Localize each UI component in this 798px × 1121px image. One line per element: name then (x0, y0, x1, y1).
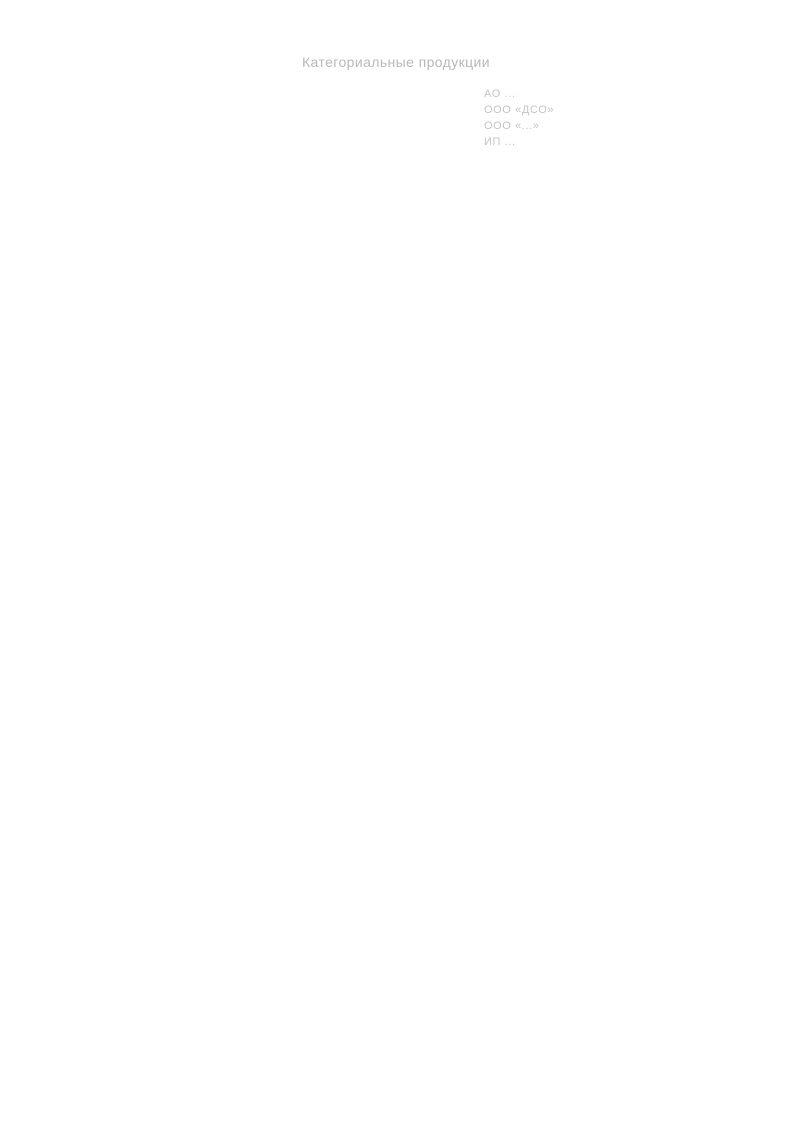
document-title: Категориальные продукции (302, 54, 490, 70)
note-line: ООО «ДСО» (484, 104, 555, 116)
note-line: ООО «...» (484, 120, 540, 132)
note-block (484, 86, 564, 150)
note-line: ИП ... (484, 136, 516, 148)
note-line: АО ... (484, 88, 516, 100)
